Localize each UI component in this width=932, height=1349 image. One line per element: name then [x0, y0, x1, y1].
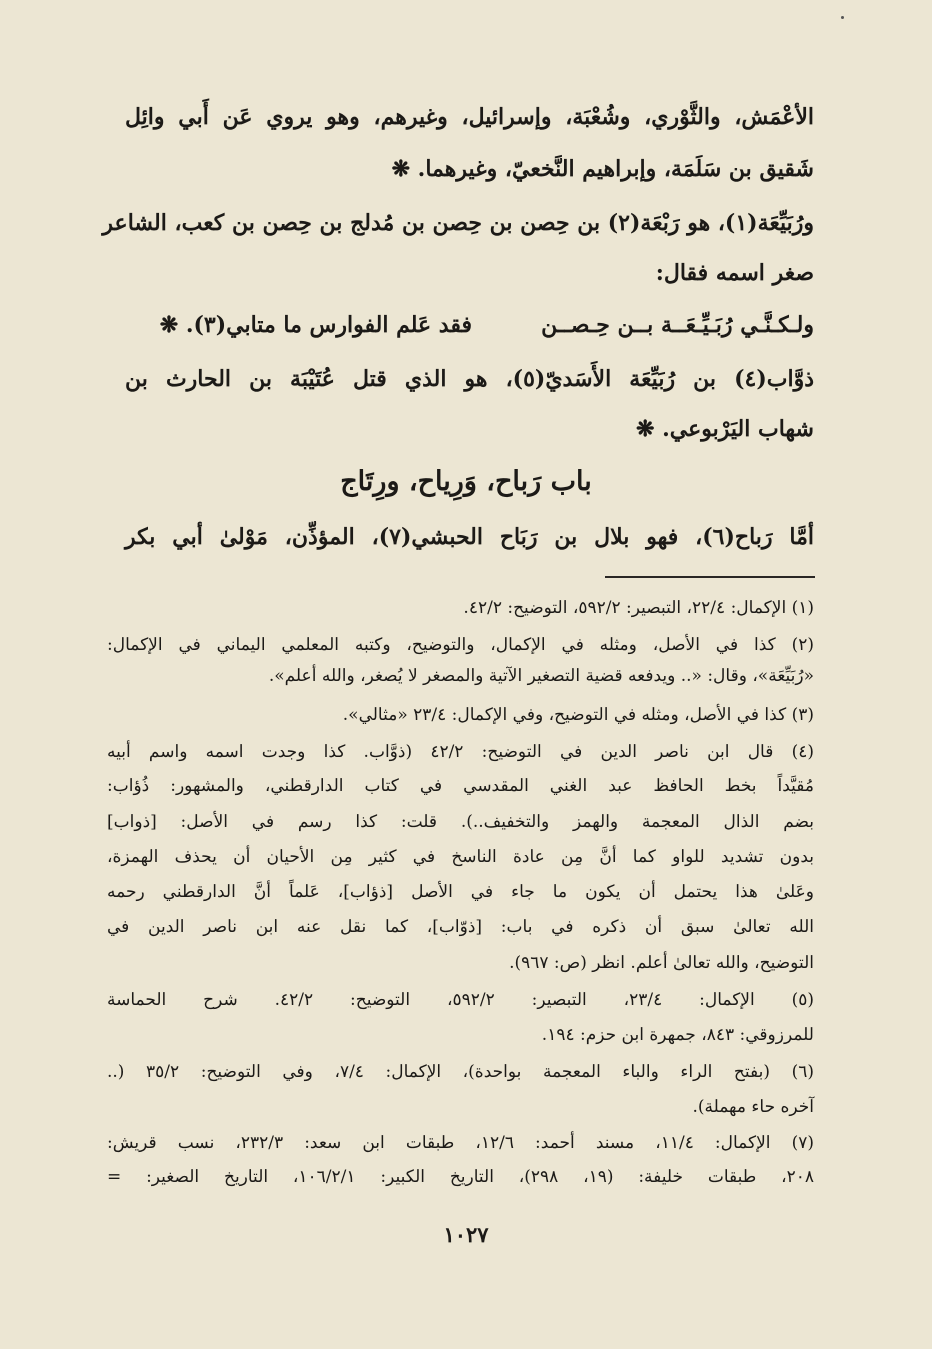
footnote-4-line-6: الله تعالىٰ سبق أن ذكره في باب: [ذوّاب]، كما نقل عنه ابن ناصر الدين في [107, 917, 814, 937]
footnote-4-line-7: التوضيح، والله تعالىٰ أعلم. انظر (ص: ٩٦٧). [509, 953, 814, 973]
footnote-6-line-2: آخره حاء مهملة). [692, 1097, 814, 1117]
footnote-5-line-1: (٥) الإكمال: ٢٣/٤، التبصير: ٥٩٢/٢، التوضيح: ٤٢/٢. شرح الحماسة [107, 990, 814, 1010]
footnote-4-line-1: (٤) قال ابن ناصر الدين في التوضيح: ٤٢/٢ (ذوَّاب. كذا وجدت اسمه واسم أبيه [107, 742, 814, 762]
footnote-4-line-2: مُقيَّداً بخط الحافظ عبد الغني المقدسي في كتاب الدارقطني، والمشهور: ذُؤاب: [107, 776, 814, 796]
footnote-4-line-5: وعَلىٰ هذا يحتمل أن يكون ما جاء في الأصل [ذؤاب]، عَلماً أنَّ الدارقطني رحمه [107, 882, 814, 902]
verse-first-hemistich: ولـكـنَّـي رُبَـيِّـعَــة بــن حِـصــن [541, 312, 814, 338]
footnote-3: (٣) كذا في الأصل، ومثله في التوضيح، وفي الإكمال: ٢٣/٤ «مثالي». [342, 705, 814, 725]
body-line-2: شَقيق بن سَلَمَة، وإبراهيم النَّخعيّ، وغيرهما. ❋ [391, 156, 814, 182]
footnote-separator [605, 576, 815, 578]
footnote-7-line-2: ٢٠٨، طبقات خليفة: (١٩، ٢٩٨)، التاريخ الكبير: ١٠٦/٢/١، التاريخ الصغير: = [107, 1167, 815, 1187]
footnote-2-line-2: «رُبَيِّعَة»، وقال: «.. ويدفعه قضية التصغير الآتية والمصغر لا يُصغر، والله أعلم». [268, 666, 814, 686]
footnote-4-line-3: بضم الذال المعجمة والهمز والتخفيف..). قلت: كذا رسم في الأصل: [ذواب] [107, 812, 814, 832]
body-line-6: ذوَّاب(٤) بن رُبَيِّعَة الأَسَديّ(٥)، هو الذي قتل عُتَيْبَة بن الحارث بن [125, 366, 814, 392]
body-line-3: ورُبَيِّعَة(١)، هو رَبْعَة(٢) بن حِصن بن حِصن بن مُدلج بن حِصن بن كعب، الشاعر [102, 210, 814, 236]
footnote-6-line-1: (٦) (بفتح الراء والباء المعجمة بواحدة)، الإكمال: ٧/٤، وفي التوضيح: ٣٥/٢ (.. [107, 1062, 814, 1082]
page-number: ١٠٢٧ [443, 1222, 489, 1247]
footnote-5-line-2: للمرزوقي: ٨٤٣، جمهرة ابن حزم: ١٩٤. [541, 1025, 814, 1045]
footnote-7-line-1: (٧) الإكمال: ١١/٤، مسند أحمد: ١٢/٦، طبقات ابن سعد: ٢٣٢/٣، نسب قريش: [107, 1133, 814, 1153]
body-line-8: أمَّا رَباح(٦)، فهو بلال بن رَبَاح الحبشي(٧)، المؤذِّن، مَوْلىٰ أبي بكر [125, 524, 814, 550]
verse-second-hemistich: فقد عَلم الفوارس ما متابي(٣). ❋ [159, 312, 472, 338]
body-line-1: الأعْمَش، والثَّوْري، وشُعْبَة، وإسرائيل، وغيرهم، وهو يروي عَن أَبي وائِل [125, 104, 814, 130]
footnote-1: (١) الإكمال: ٢٢/٤، التبصير: ٥٩٢/٢، التوضيح: ٤٢/٢. [463, 598, 814, 618]
footnote-2-line-1: (٢) كذا في الأصل، ومثله في الإكمال، والتوضيح، وكتبه المعلمي اليماني في الإكمال: [107, 635, 814, 655]
body-line-4: صغر اسمه فقال: [655, 260, 814, 286]
footnote-4-line-4: بدون تشديد للواو كما أنَّ مِن عادة الناسخ في كثير مِن الأحيان أن يحذف الهمزة، [107, 847, 814, 867]
body-line-7: شهاب اليَرْبوعي. ❋ [636, 416, 814, 442]
section-heading: باب رَباح، وَرِياح، ورِتَاج [340, 466, 592, 497]
scan-speck [841, 16, 844, 19]
